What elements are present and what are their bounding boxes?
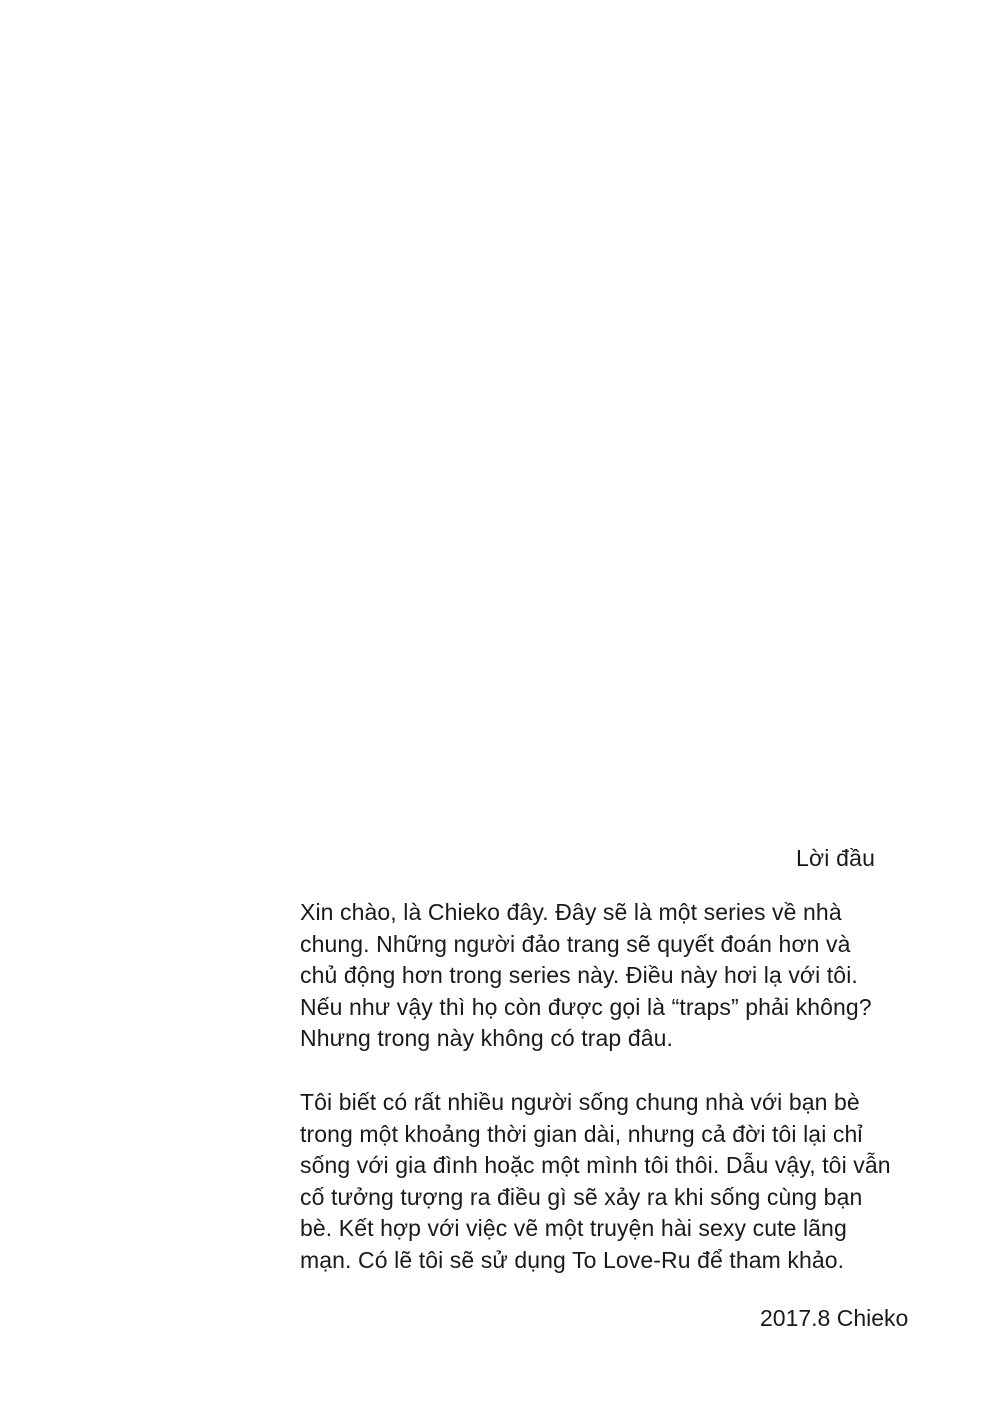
text-line: sống với gia đình hoặc một mình tôi thôi. Dẫu vậy, tôi vẫn xyxy=(300,1152,891,1179)
text-line: chung. Những người đảo trang sẽ quyết đoán hơn và xyxy=(300,930,851,957)
text-line: Nếu như vậy thì họ còn được gọi là “traps” phải không? xyxy=(300,993,872,1020)
page-title: Lời đầu xyxy=(796,845,876,871)
signature: 2017.8 Chieko xyxy=(760,1305,909,1331)
text-line: bè. Kết hợp với việc vẽ một truyện hài sexy cute lãng xyxy=(300,1215,847,1242)
paragraph-intro xyxy=(300,897,872,1055)
text-line: Tôi biết có rất nhiều người sống chung nhà với bạn bè xyxy=(300,1089,860,1115)
text-line: cố tưởng tượng ra điều gì sẽ xảy ra khi sống cùng bạn xyxy=(300,1183,863,1210)
text-line: mạn. Có lẽ tôi sẽ sử dụng To Love-Ru để tham khảo. xyxy=(300,1246,845,1273)
text-line: chủ động hơn trong series này. Điều này hơi lạ với tôi. xyxy=(300,962,858,989)
paragraph-body xyxy=(300,1087,891,1277)
text-line: Xin chào, là Chieko đây. Đây sẽ là một series về nhà xyxy=(300,899,842,925)
text-line: Nhưng trong này không có trap đâu. xyxy=(300,1025,673,1052)
text-line: trong một khoảng thời gian dài, nhưng cả đời tôi lại chỉ xyxy=(300,1120,863,1147)
